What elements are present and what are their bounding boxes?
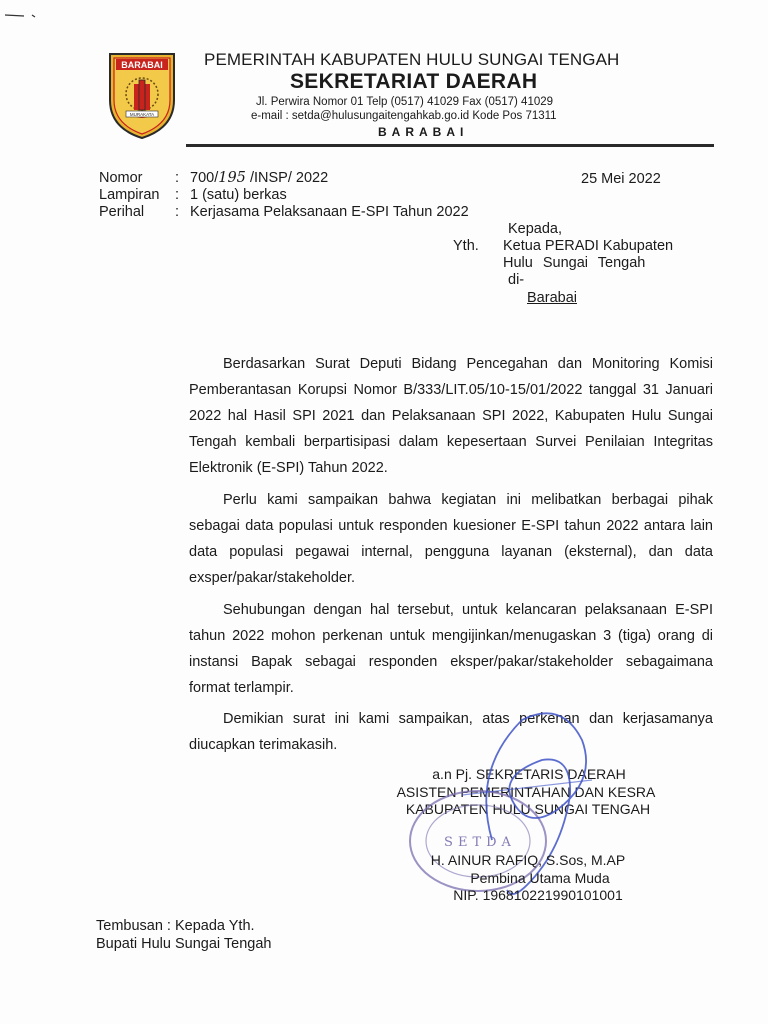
nomor-handwritten: 195	[218, 170, 246, 186]
emblem-motto: MURAKATA	[129, 112, 155, 117]
body-paragraph-2	[189, 487, 713, 591]
lampiran-colon: :	[175, 187, 180, 203]
nomor-label: Nomor	[99, 170, 143, 186]
signatory-rank: Pembina Utama Muda	[470, 870, 610, 886]
office-contact: e-mail : setda@hulusungaitengahkab.go.id Kode Pos 71311	[251, 110, 557, 122]
lampiran-value: 1 (satu) berkas	[190, 187, 287, 203]
recipient-line1: Ketua PERADI Kabupaten	[503, 238, 674, 254]
emblem-text: BARABAI	[121, 60, 163, 70]
signatory-nip: NIP. 196810221990101001	[453, 887, 623, 903]
recipient-line3: di-	[508, 272, 525, 288]
perihal-colon: :	[175, 204, 180, 220]
lampiran-label: Lampiran	[99, 187, 160, 203]
office-city: BARABAI	[378, 125, 469, 139]
body-paragraph-4	[189, 706, 713, 758]
nomor-prefix: 700/	[190, 170, 219, 186]
letterhead-divider	[186, 144, 714, 147]
stamp-text: SETDA	[444, 835, 516, 850]
corner-mark	[4, 12, 38, 18]
perihal-label: Perihal	[99, 204, 145, 220]
office-address: Jl. Perwira Nomor 01 Telp (0517) 41029 Fax (0517) 41029	[256, 96, 554, 108]
nomor-value	[190, 170, 328, 186]
signatory-regency: KABUPATEN HULU SUNGAI TENGAH	[405, 801, 651, 817]
recipient-yth: Yth.	[453, 238, 479, 254]
body-paragraph-1-text: Berdasarkan Surat Deputi Bidang Pencegahan dan Monitoring Komisi Pemberantasan Korupsi Nomor B/333/LIT.05/10-15/01/2022 tanggal 31 Januari 2022 hal Hasil SPI 2021 dan Pelaksanaan SPI 2022, Kabupaten Hulu Sungai Tengah kembali berpartisipasi dalam kepesertaan Survei Penilaian Integritas Elektronik (E-SPI) Tahun 2022.	[189, 356, 713, 476]
recipient-line2: Hulu Sungai Tengah	[503, 255, 646, 271]
body-paragraph-1	[189, 351, 713, 481]
body-paragraph-2-text: Perlu kami sampaikan bahwa kegiatan ini melibatkan berbagai pihak sebagai data populasi untuk responden kuesioner E-SPI tahun 2022 antara lain data populasi pegawai internal, pengguna layanan (eksternal), dan data exsper/pakar/stakeholder.	[189, 492, 713, 586]
nomor-colon: :	[175, 170, 180, 186]
body-paragraph-3-text: Sehubungan dengan hal tersebut, untuk kelancaran pelaksanaan E-SPI tahun 2022 mohon perkenan untuk mengijinkan/menugaskan 3 (tiga) orang di instansi Bapak sebagai responden eksper/pakar/stakeholder sebagaimana format terlampir.	[189, 602, 713, 696]
nomor-suffix: /INSP/ 2022	[245, 170, 329, 186]
body-paragraph-4-text: Demikian surat ini kami sampaikan, atas perkenan dan kerjasamanya diucapkan terimakasih.	[189, 711, 713, 753]
tembusan-heading: Tembusan : Kepada Yth.	[96, 918, 255, 934]
recipient-kepada: Kepada,	[508, 221, 563, 237]
signatory-position: ASISTEN PEMERINTAHAN DAN KESRA	[396, 784, 656, 800]
recipient-city: Barabai	[527, 290, 577, 306]
tembusan-recipient: Bupati Hulu Sungai Tengah	[96, 936, 272, 952]
government-name: PEMERINTAH KABUPATEN HULU SUNGAI TENGAH	[204, 50, 620, 69]
office-name: SEKRETARIAT DAERAH	[290, 70, 538, 93]
letter-date: 25 Mei 2022	[581, 171, 661, 187]
signatory-on-behalf: a.n Pj. SEKRETARIS DAERAH	[432, 766, 626, 782]
signatory-name: H. AINUR RAFIQ, S.Sos, M.AP	[430, 852, 626, 868]
perihal-value: Kerjasama Pelaksanaan E-SPI Tahun 2022	[190, 204, 469, 220]
body-paragraph-3	[189, 597, 713, 701]
regency-emblem-logo	[104, 50, 180, 140]
